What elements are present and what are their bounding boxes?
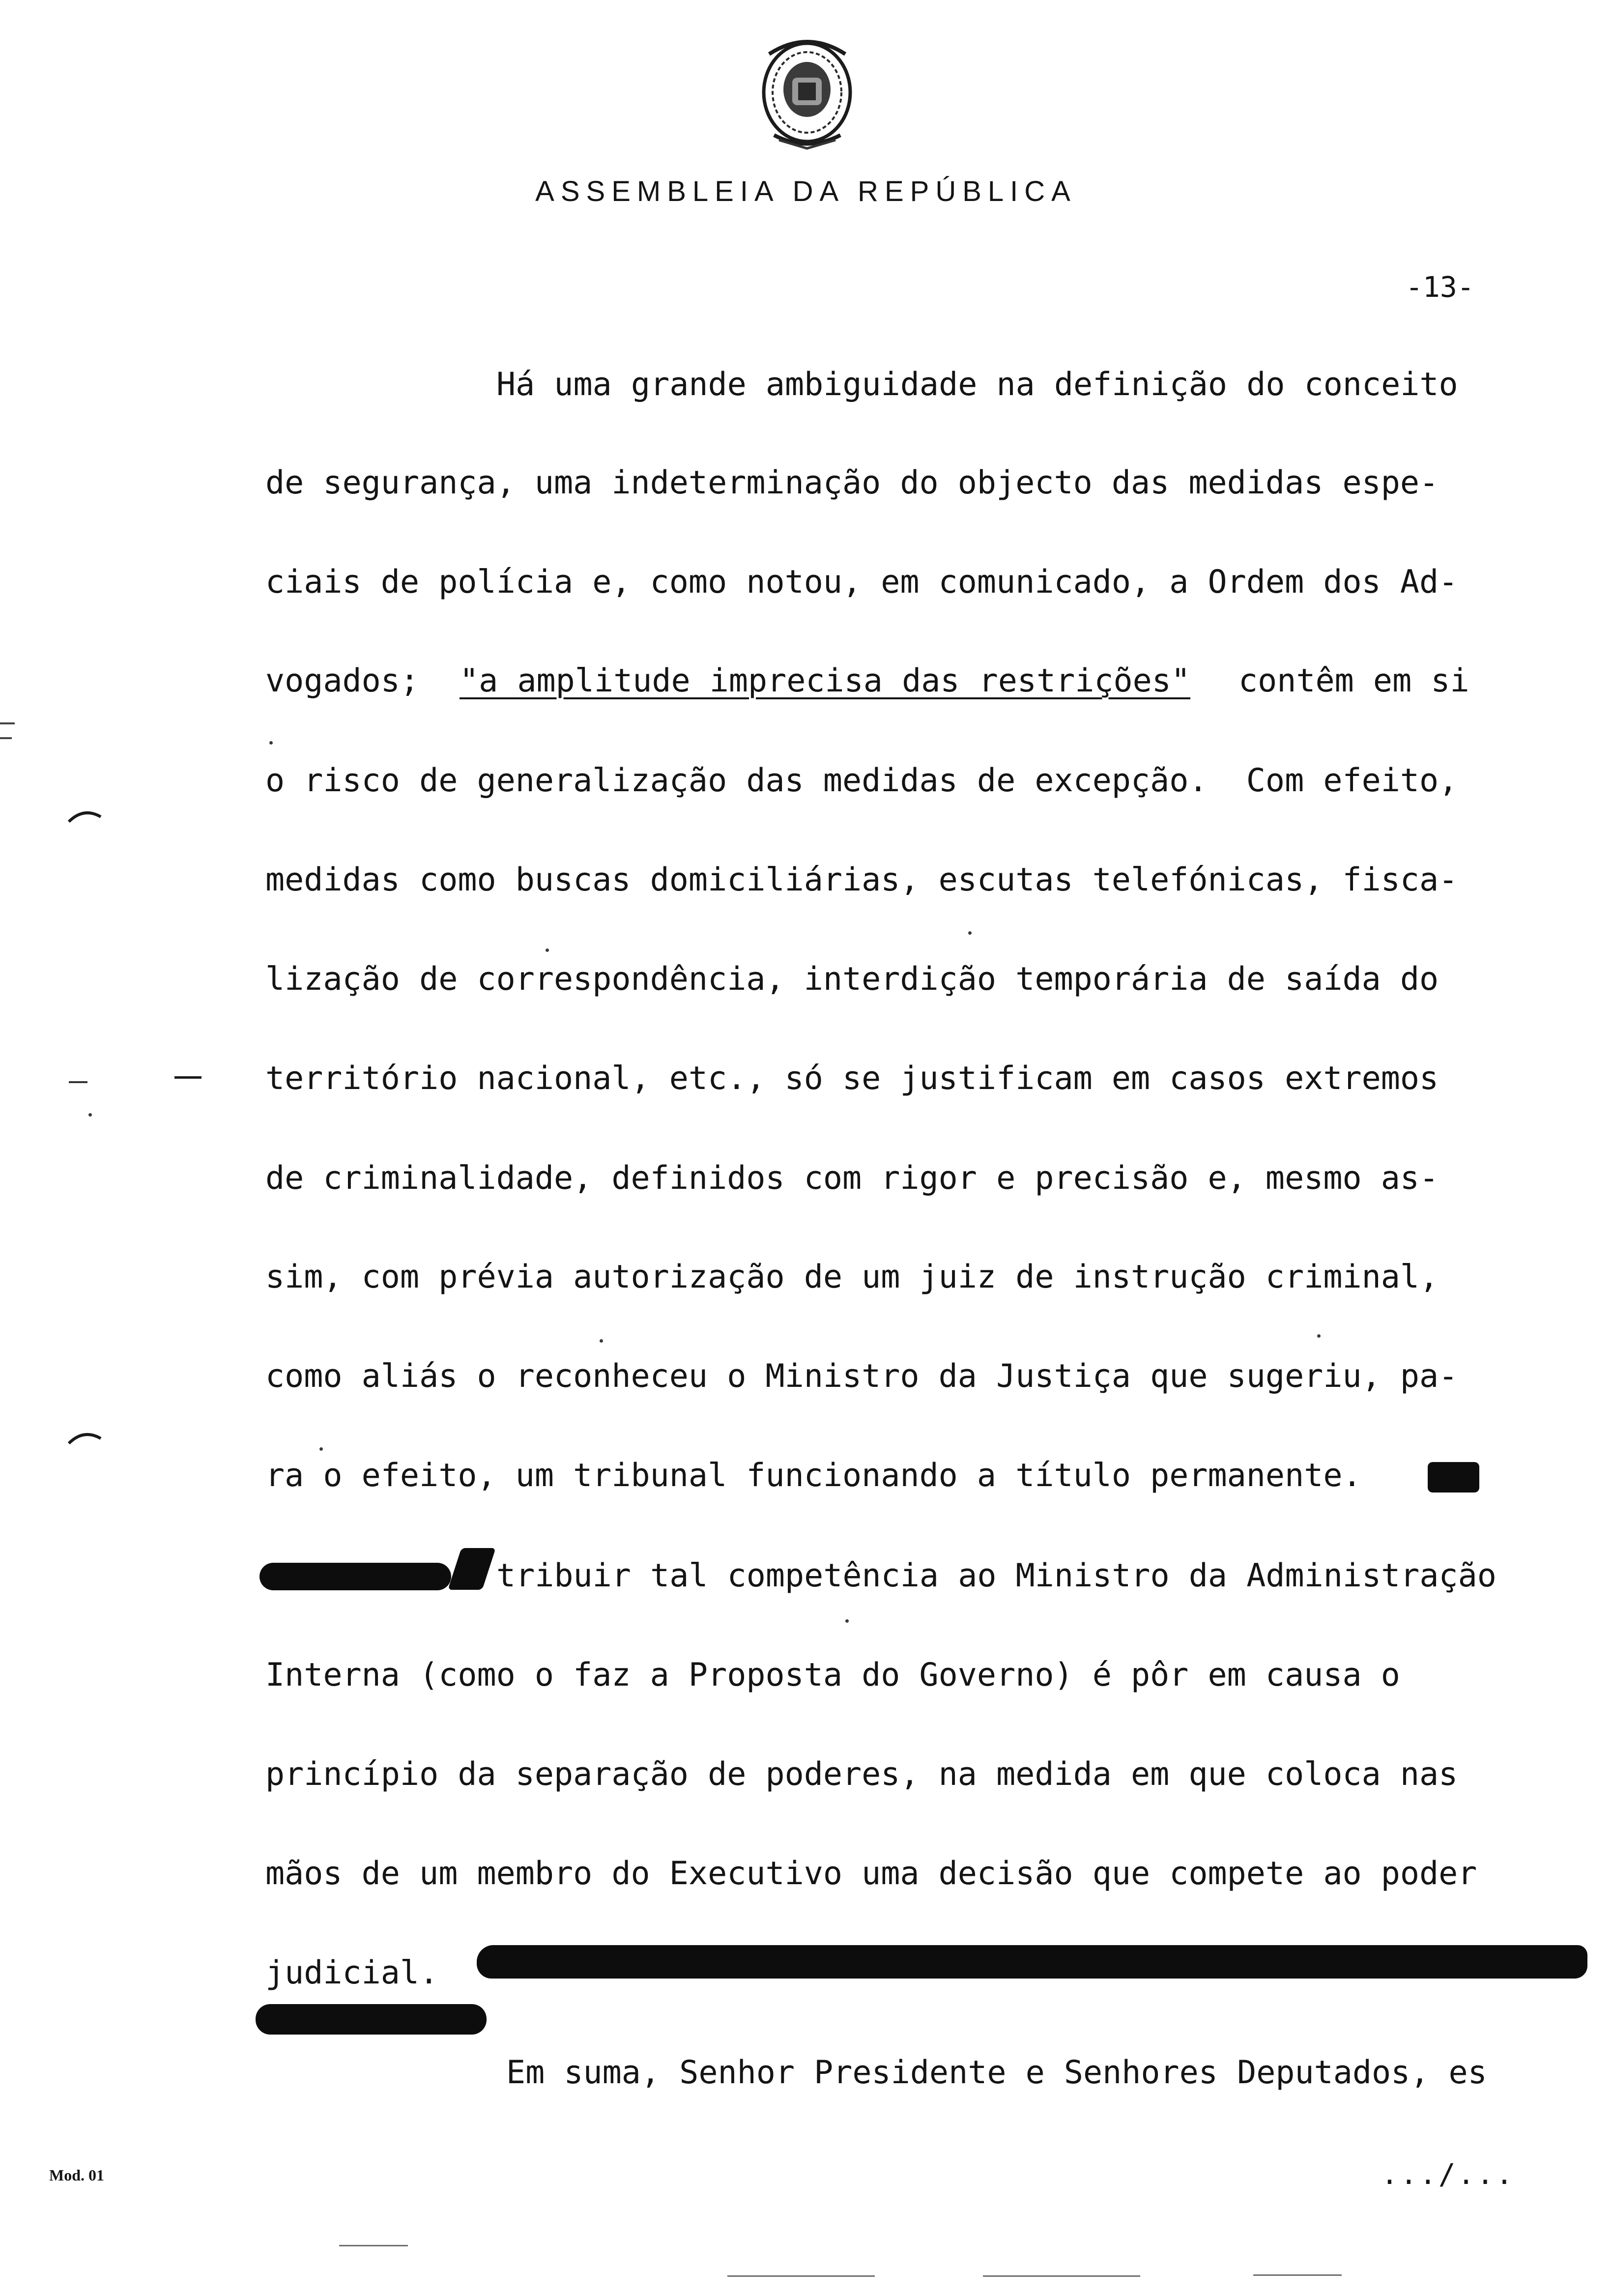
margin-dash-mark (69, 1081, 87, 1083)
underlined-quote: "a amplitude imprecisa das restrições" (460, 662, 1191, 699)
margin-dash-mark (0, 737, 12, 739)
body-line: Em suma, Senhor Presidente e Senhores Deputados, es (506, 2054, 1487, 2091)
footer-rule (727, 2275, 875, 2277)
scan-speck (546, 948, 549, 952)
page-number: -13- (1406, 270, 1474, 304)
body-line: de criminalidade, definidos com rigor e precisão e, mesmo as- (265, 1160, 1439, 1197)
assembleia-emblem (759, 34, 855, 150)
scan-speck (968, 931, 972, 935)
scan-speck (88, 1113, 92, 1117)
margin-dash-mark (174, 1076, 202, 1079)
redaction-mark (1428, 1462, 1479, 1492)
body-line: princípio da separação de poderes, na medida em que coloca nas (265, 1756, 1458, 1793)
scan-speck (269, 741, 273, 745)
scan-speck (845, 1619, 849, 1623)
body-line: contêm em si (1238, 662, 1469, 699)
continuation-marker: .../... (1381, 2157, 1515, 2191)
body-line: lização de correspondência, interdição temporária de saída do (265, 961, 1439, 998)
form-label: Mod. 01 (49, 2166, 104, 2184)
body-line: judicial. (265, 1954, 439, 1991)
institution-header: ASSEMBLEIA DA REPÚBLICA (535, 175, 1077, 207)
scan-speck (319, 1447, 323, 1451)
body-line: ciais de polícia e, como notou, em comunicado, a Ordem dos Ad- (265, 564, 1458, 601)
scan-speck (1317, 1334, 1321, 1338)
margin-arc-mark (66, 1428, 103, 1447)
body-line: território nacional, etc., só se justificam em casos extremos (265, 1060, 1439, 1097)
body-line: mãos de um membro do Executivo uma decisão que compete ao poder (265, 1855, 1477, 1892)
redaction-mark (448, 1548, 496, 1590)
margin-dash-mark (0, 722, 15, 724)
footer-rule (983, 2275, 1140, 2277)
body-line: como aliás o reconheceu o Ministro da Justiça que sugeriu, pa- (265, 1358, 1458, 1395)
body-line: o risco de generalização das medidas de excepção. Com efeito, (265, 762, 1458, 799)
body-line: tribuir tal competência ao Ministro da Administração (496, 1557, 1497, 1594)
body-line: sim, com prévia autorização de um juiz de instrução criminal, (265, 1259, 1439, 1295)
redaction-mark (256, 2004, 487, 2035)
footer-rule (1253, 2274, 1342, 2276)
body-line: ra o efeito, um tribunal funcionando a título permanente. (265, 1457, 1362, 1494)
redaction-mark (477, 1945, 1587, 1979)
body-line: Interna (como o faz a Proposta do Governo) é pôr em causa o (265, 1657, 1400, 1693)
redaction-mark (259, 1563, 451, 1590)
scan-speck (600, 1339, 603, 1343)
body-line: vogados; (265, 662, 420, 699)
body-line: de segurança, uma indeterminação do objecto das medidas espe- (265, 464, 1439, 501)
margin-arc-mark (66, 806, 103, 826)
body-line: Há uma grande ambiguidade na definição do conceito (496, 366, 1458, 403)
body-line: medidas como buscas domiciliárias, escutas telefónicas, fisca- (265, 861, 1458, 898)
footer-rule (339, 2245, 408, 2246)
